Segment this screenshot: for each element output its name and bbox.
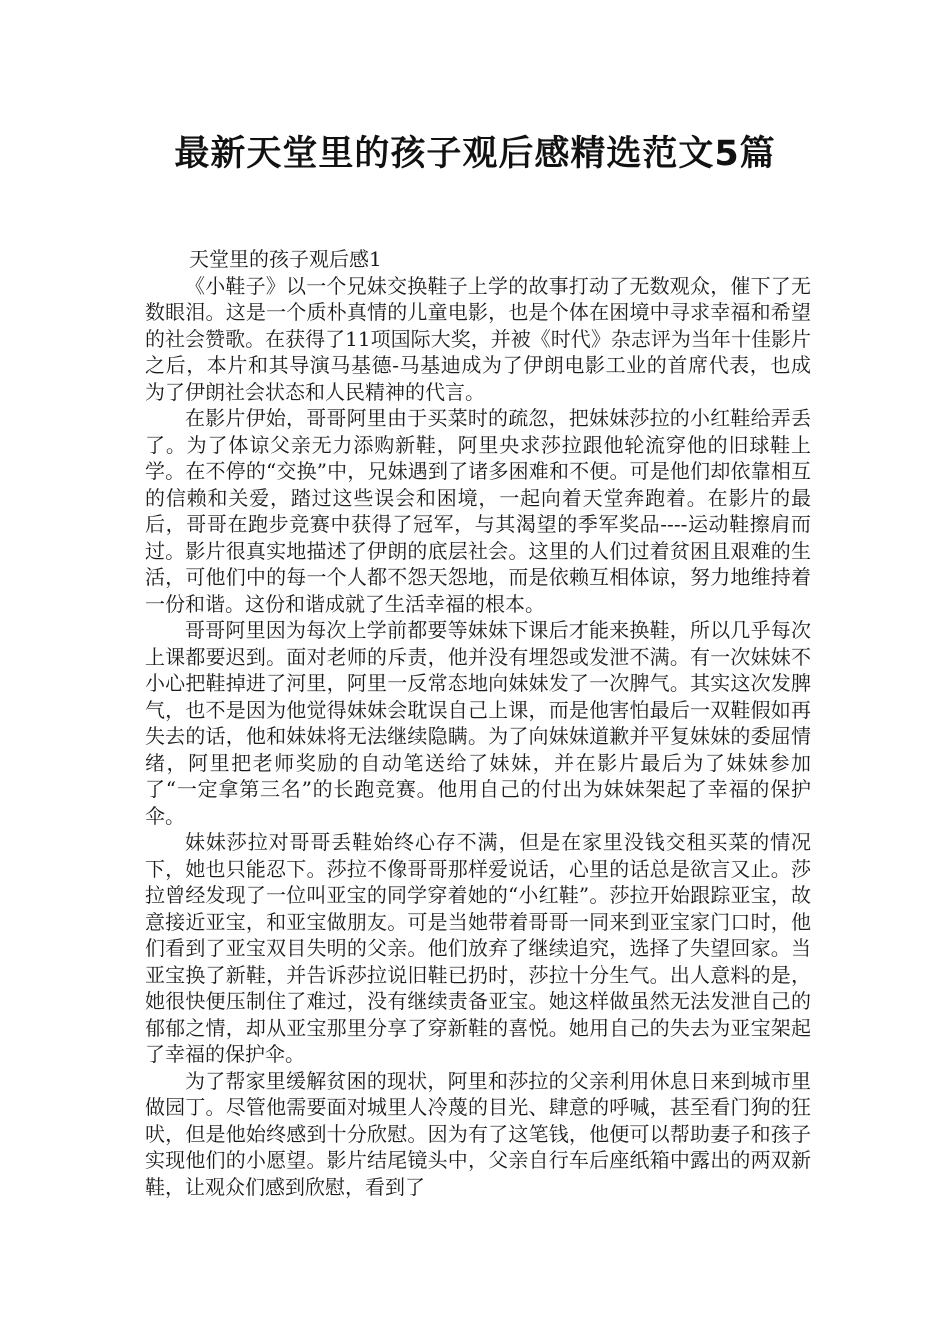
paragraph: 妹妹莎拉对哥哥丢鞋始终心存不满，但是在家里没钱交租买菜的情况下，她也只能忍下。莎拉不像哥哥那样爱说话，心里的话总是欲言又止。莎拉曾经发现了一位叫亚宝的同学穿着她的“小红鞋”。莎拉开始跟踪亚宝，故意接近亚宝，和亚宝做朋友。可是当她带着哥哥一同来到亚宝家门口时，他们看到了亚宝双目失明的父亲。他们放弃了继续追究，选择了失望回家。当亚宝换了新鞋，并告诉莎拉说旧鞋已扔时，莎拉十分生气。出人意料的是，她很快便压制住了难过，没有继续责备亚宝。她这样做虽然无法发泄自己的郁郁之情，却从亚宝那里分享了穿新鞋的喜悦。她用自己的失去为亚宝架起了幸福的保护伞。: [145, 830, 811, 1066]
document-body: [145, 246, 811, 1200]
document-title: 最新天堂里的孩子观后感精选范文5篇: [174, 134, 776, 174]
paragraph: 哥哥阿里因为每次上学前都要等妹妹下课后才能来换鞋，所以几乎每次上课都要迟到。面对老师的斥责，他并没有埋怨或发泄不满。有一次妹妹不小心把鞋掉进了河里，阿里一反常态地向妹妹发了一次脾气。其实这次发脾气，也不是因为他觉得妹妹会耽误自己上课，而是他害怕最后一双鞋假如再失去的话，他和妹妹将无法继续隐瞒。为了向妹妹道歉并平复妹妹的委屈情绪，阿里把老师奖励的自动笔送给了妹妹，并在影片最后为了妹妹参加了“一定拿第三名”的长跑竞赛。他用自己的付出为妹妹架起了幸福的保护伞。: [145, 618, 811, 828]
paragraph: 为了帮家里缓解贫困的现状，阿里和莎拉的父亲利用休息日来到城市里做园丁。尽管他需要面对城里人冷蔑的目光、肆意的呼喊，甚至看门狗的狂吠，但是他始终感到十分欣慰。因为有了这笔钱，他便可以帮助妻子和孩子实现他们的小愿望。影片结尾镜头中，父亲自行车后座纸箱中露出的两双新鞋，让观众们感到欣慰，看到了: [145, 1068, 811, 1199]
paragraph: 《小鞋子》以一个兄妹交换鞋子上学的故事打动了无数观众，催下了无数眼泪。这是一个质朴真情的儿童电影，也是个体在困境中寻求幸福和希望的社会赞歌。在获得了11项国际大奖，并被《时代》杂志评为当年十佳影片之后，本片和其导演马基德-马基迪成为了伊朗电影工业的首席代表，也成为了伊朗社会状态和人民精神的代言。: [145, 273, 811, 404]
paragraph: 在影片伊始，哥哥阿里由于买菜时的疏忽，把妹妹莎拉的小红鞋给弄丢了。为了体谅父亲无力添购新鞋，阿里央求莎拉跟他轮流穿他的旧球鞋上学。在不停的“交换”中，兄妹遇到了诸多困难和不便。可是他们却依靠相互的信赖和关爱，踏过这些误会和困境，一起向着天堂奔跑着。在影片的最后，哥哥在跑步竞赛中获得了冠军，与其渴望的季军奖品----运动鞋擦肩而过。影片很真实地描述了伊朗的底层社会。这里的人们过着贫困且艰难的生活，可他们中的每一个人都不怨天怨地，而是依赖互相体谅，努力地维持着一份和谐。这份和谐成就了生活幸福的根本。: [145, 406, 811, 616]
section-heading: 天堂里的孩子观后感1: [189, 247, 382, 271]
